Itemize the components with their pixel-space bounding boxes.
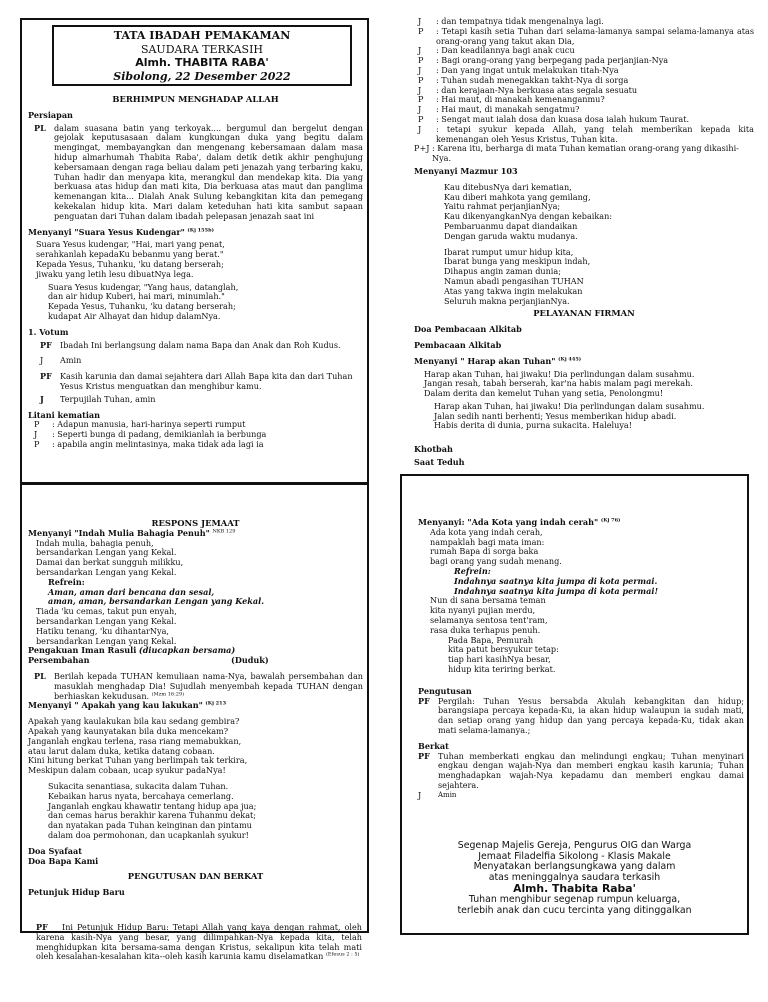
- pengutusan-paragraph: PF Pergilah: Tuhan Yesus bersabda Akulah kebangkitan dan hidup; barangsiapa percaya kepada-Ku, ia akan hidup walaupun ia sudah mati, dan setiap orang yang hidup dan yang percaya kepada-Ku, tidak akan mati selama-lamanya.;: [418, 695, 744, 735]
- song-verse-2: Suara Yesus kudengar, "Yang haus, datanglah, dan air hidup Kuberi, hai mari, minumlah." Kepada Yesus, Tuhanku, 'ku datang berserah; kudapat Air Alhayat dan hidup dalamNya.: [48, 281, 239, 321]
- closing-message: Segenap Majelis Gereja, Pengurus OIG dan Warga Jemaat Filadelfia Sikolong - Klasis Makale Menyatakan berlangsungkawa yang dalam atas meninggalnya saudara terkasih Almh. Thabita Raba' Tuhan menghibur segenap rumpun keluarga, terlebih anak dan cucu tercinta yang ditinggalkan: [402, 841, 747, 917]
- title-line2: SAUDARA TERKASIH: [140, 42, 264, 56]
- mazmur-verse-1: Kau ditebusNya dari kematian, Kau diberi mahkota yang gemilang, Yaitu rahmat perjanjianNya; Kau dikenyangkanNya dengan kebaikan: Pembaruanmu dapat diandaikan Dengan garuda waktu mudanya.: [444, 181, 613, 241]
- mazmur-heading: Menyanyi Mazmur 103: [414, 165, 518, 176]
- speaker-tag: PL: [34, 122, 46, 133]
- doa-bapa-heading: Doa Bapa Kami: [28, 855, 99, 866]
- pl-paragraph: PL Berilah kepada TUHAN kemuliaan nama-Nya, bawalah persembahan dan masuklah menghadap Dia! Sujudlah menyembah kepada TUHAN dengan berhiaskan kekudusan. $^{(Mzm 16:29)}$: [34, 670, 363, 701]
- title-box: [52, 25, 352, 86]
- litani-row: P : Hai maut, di manakah kemenanganmu?: [418, 94, 605, 105]
- persembahan-heading: Persembahan (Duduk): [28, 655, 269, 666]
- persiapan-heading: Persiapan: [28, 109, 73, 120]
- song-verse-2: Tiada 'ku cemas, takut pun enyah, bersandarkan Lengan yang Kekal. Hatiku tenang, 'ku dihantarNya, bersandarkan Lengan yang Kekal.: [36, 606, 177, 646]
- title-name: Almh. THABITA RABA': [135, 56, 269, 69]
- song-verse-1: Indah mulia, bahagia penuh, bersandarkan Lengan yang Kekal. Damai dan berkat sungguh milikku, bersandarkan Lengan yang Kekal.: [36, 537, 184, 577]
- pembacaan-heading: Pembacaan Alkitab: [414, 339, 502, 350]
- berkat-heading: Berkat: [418, 740, 449, 751]
- pengutusan-heading: Pengutusan: [418, 685, 472, 696]
- section-heading: PENGUTUSAN DAN BERKAT: [127, 871, 264, 882]
- amin-row: J Amin: [418, 789, 457, 800]
- litani-row: J : tetapi syukur kepada Allah, yang telah memberikan kepada kita kemenangan oleh Yesus Kristus, Tuhan kita.: [418, 123, 754, 144]
- song-heading: Menyanyi "Indah Mulia Bahagia Penuh" $^{NKB 129}$: [28, 527, 236, 538]
- votum-row: PF Kasih karunia dan damai sejahtera dari Allah Bapa kita dan dari Tuhan Yesus Kristus menguatkan dan menghibur kamu.: [40, 371, 353, 391]
- section-heading: BERHIMPUN MENGHADAP ALLAH: [112, 94, 279, 104]
- pl-paragraph: [28, 124, 363, 222]
- song-heading: Menyanyi "Suara Yesus Kudengar" $^{(Kj 155b)}$: [28, 226, 214, 237]
- song-heading: Menyanyi: "Ada Kota yang indah cerah" $^{(Kj 76)}$: [418, 517, 621, 527]
- pengakuan-heading: Pengakuan Iman Rasuli (diucapkan bersama): [28, 645, 236, 656]
- section-heading: RESPONS JEMAAT: [151, 518, 240, 528]
- section-heading: PELAYANAN FIRMAN: [533, 308, 635, 319]
- top-right-content: [414, 17, 754, 468]
- litani-row: J : dan kerajaan-Nya berkuasa atas segala sesuatu: [418, 84, 638, 95]
- litani-row: P : Sengat maut ialah dosa dan kuasa dosa ialah hukum Taurat.: [418, 113, 690, 124]
- bottom-left-content: [28, 519, 363, 898]
- litani-row: P : Tetapi kasih setia Tuhan dari selama-lamanya sampai selama-lamanya atas orang-orang yang takut akan Dia,: [418, 25, 754, 46]
- doa-syafaat-heading: Doa Syafaat: [28, 845, 82, 856]
- litani-heading: Litani kematian: [28, 409, 101, 420]
- refrein: Refrein: Aman, aman dari bencana dan sesal, aman, aman, bersandarkan Lengan yang Kekal.: [48, 576, 265, 607]
- berkat-paragraph: PF Tuhan memberkati engkau dan melindungi engkau; Tuhan menyinari engkau dengan wajah-Nya dan memberi engkau kasih karunia; Tuhan menghadapkan wajah-Nya kepadamu dan memberi engkau damai sejahtera.: [418, 750, 744, 790]
- litani-row: J : Hai maut, di manakah sengatmu?: [418, 104, 580, 115]
- votum-row: PF Ibadah Ini berlangsung dalam nama Bapa dan Anak dan Roh Kudus.: [40, 339, 341, 350]
- votum-row: J Amin: [40, 355, 82, 366]
- title-line1: TATA IBADAH PEMAKAMAN: [113, 29, 291, 42]
- votum-row: J Terpujilah Tuhan, amin: [40, 393, 156, 404]
- litani-row: J : Seperti bunga di padang, demikianlah ia berbunga: [34, 429, 267, 440]
- pl-text: dalam suasana batin yang terkoyak.... bergumul dan bergelut dengan gejolak keputusasaan dalam kungkungan duka yang begitu dalam mengingat, membayangkan dan mengenang kebersamaan dalam masa hidup almarhumah Thabita Raba', dalam detik detik akhir penghujung kebersamaan dengan raga beliau dalam peti jenazah yang terbaring kaku, Tuhan hadir dan menyapa kita, merangkul dan mendekap kita. Dia yang berkuasa atas hidup dan mati kita, Dia berkuasa atas maut dan panglima kemenangan kita... Dialah Anak Sulung kebangkitan kita dan pemegang kekekalan hidup kita. Mari dalam keteduhan hati kita sambut sapaan penguatan dari Tuhan dalam ibadah pelepasan jenazah saat ini: [54, 122, 363, 221]
- petunjuk-paragraph: PF Ini Petunjuk Hidup Baru: Tetapi Allah yang kaya dengan rahmat, oleh karena kasih-Nya yang besar, yang dilimpahkan-Nya kepada kita, telah menghidupkan kita bersama-sama dengan Kristus, sekalipun kita telah mati oleh kesalahan-kesalahan kita--oleh kasih karunia kamu diselamatkan $^{(Efesus 2 : 5)}$: [36, 922, 362, 962]
- refrein: Refrein: Indahnya saatnya kita jumpa di kota permai. Indahnya saatnya kita jumpa di kota permai!: [454, 565, 658, 596]
- mazmur-verse-2: Ibarat rumput umur hidup kita, Ibarat bunga yang meskipun indah, Dihapus angin zaman dunia; Namun abadi pengasihan TUHAN Atas yang takwa ingin melakukan Seluruh makna perjanjianNya.: [444, 246, 591, 306]
- song-verse-1: Ada kota yang indah cerah, nampaklah bagi mata iman: rumah Bapa di sorga baka bagi orang yang sudah menang.: [430, 526, 562, 567]
- song-heading: Menyanyi " Harap akan Tuhan" $^{(Kj 445)}$: [414, 355, 582, 366]
- litani-row: P : Adapun manusia, hari-harinya seperti rumput: [34, 419, 246, 430]
- litani-row: J : Dan yang ingat untuk melakukan titah-Nya: [418, 64, 619, 75]
- song-verse-2: Harap akan Tuhan, hai jiwaku! Dia perlindungan dalam susahmu. Jalan sedih nanti berhenti; Yesus memberikan hidup abadi. Habis derita di dunia, purna sukacita. Haleluya!: [434, 400, 705, 431]
- title-date: Sibolong, 22 Desember 2022: [113, 69, 291, 83]
- song-verse-1: Apakah yang kaulakukan bila kau sedang gembira? Apakah yang kaunyatakan bila duka mencekam? Janganlah engkau terlena, rasa riang memabukkan, atau larut dalam duka, ketika datang cobaan. Kini hitung berkat Tuhan yang berlimpah tak terkira, Meskipun dalam cobaan, ucap syukur padaNya!: [28, 716, 248, 776]
- khotbah-heading: Khotbah: [414, 444, 453, 455]
- song-verse-1: Suara Yesus kudengar, "Hai, mari yang penat, serahkanlah kepadaKu bebanmu yang berat." Kepada Yesus, Tuhanku, 'ku datang berserah; jiwaku yang letih lesu dibuatNya lega.: [36, 239, 225, 279]
- song-verse-2: Sukacita senantiasa, sukacita dalam Tuhan. Kebaikan harus nyata, bercahaya cemerlang. Janganlah engkau khawatir tentang hidup apa jua; dan cemas harus berakhir karena Tuhanmu dekat; dan nyatakan pada Tuhan keinginan dan pintamu dalam doa permohonan, dan ucapkanlah syukur!: [48, 780, 257, 840]
- petunjuk-heading: Petunjuk Hidup Baru: [28, 887, 125, 898]
- closing-name: Almh. Thabita Raba': [513, 882, 636, 896]
- song-verse-2: Nun di sana bersama teman kita nyanyi pujian merdu, selamanya sentosa tent'ram, rasa duka terhapus penuh.: [430, 595, 548, 635]
- top-left-content: [28, 95, 363, 450]
- song-heading: Menyanyi " Apakah yang kau lakukan" $^{(Kj 213}$: [28, 700, 227, 711]
- song-verse-3: Pada Bapa, Pemurah kita patut bersyukur tetap: tiap hari kasihNya besar, hidup kita teriring berkat.: [448, 634, 559, 674]
- litani-row: J : dan tempatnya tidak mengenalnya lagi.: [418, 16, 604, 26]
- votum-heading: 1. Votum: [28, 326, 69, 337]
- litani-row: P : apabila angin melintasinya, maka tidak ada lagi ia: [34, 438, 264, 449]
- litani-row: P : Bagi orang-orang yang berpegang pada perjanjian-Nya: [418, 55, 669, 66]
- doa-heading: Doa Pembacaan Alkitab: [414, 324, 522, 335]
- song-verse-1: Harap akan Tuhan, hai jiwaku! Dia perlindungan dalam susahmu. Jangan resah, tabah berserah, kar'na habis malam pagi merekah. Dalam derita dan kemelut Tuhan yang setia, Penolongmu!: [424, 368, 695, 399]
- litani-row: J : Dan keadilannya bagi anak cucu: [418, 45, 575, 56]
- litani-row: P : Tuhan sudah menegakkan takht-Nya di sorga: [418, 74, 629, 85]
- bottom-right-content: [418, 518, 744, 801]
- litani-row-joint: P+J : Karena itu, berharga di mata Tuhan kematian orang-orang yang dikasihi-Nya.: [414, 143, 739, 164]
- saat-teduh-heading: Saat Teduh: [414, 457, 465, 468]
